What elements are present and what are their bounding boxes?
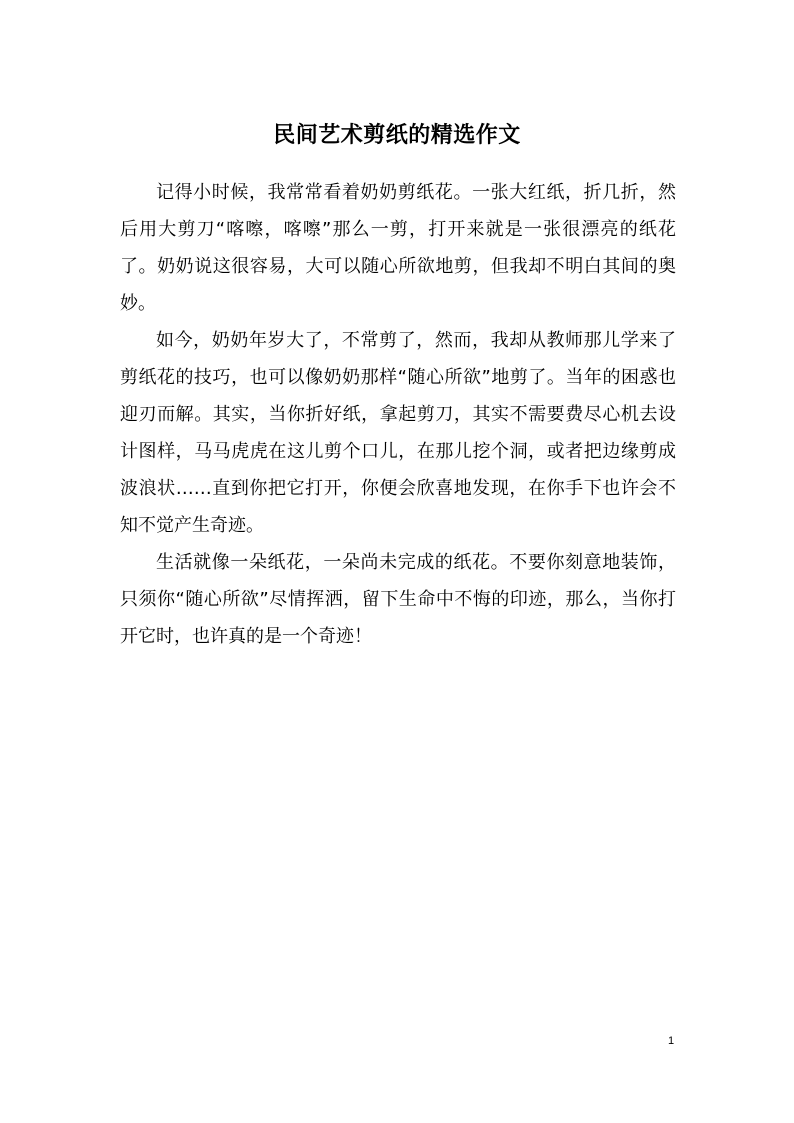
document-title: 民间艺术剪纸的精选作文 <box>273 122 521 148</box>
paragraph-3: 生活就像一朵纸花，一朵尚未完成的纸花。不要你刻意地装饰，只须你“随心所欲”尽情挥洒，留下生命中不悔的印迹，那么，当你打开它时，也许真的是一个奇迹！ <box>120 552 676 647</box>
document-body <box>120 174 676 655</box>
page-number: 1 <box>667 1035 675 1047</box>
paragraph-1: 记得小时候，我常常看着奶奶剪纸花。一张大红纸，折几折，然后用大剪刀“喀嚓，喀嚓”那么一剪，打开来就是一张很漂亮的纸花了。奶奶说这很容易，大可以随心所欲地剪，但我却不明白其间的奥妙。 <box>120 182 676 314</box>
paragraph-2: 如今，奶奶年岁大了，不常剪了，然而，我却从教师那儿学来了剪纸花的技巧，也可以像奶奶那样“随心所欲”地剪了。当年的困惑也迎刃而解。其实，当你折好纸，拿起剪刀，其实不需要费尽心机去设计图样，马马虎虎在这儿剪个口儿，在那儿挖个洞，或者把边缘剪成波浪状……直到你把它打开，你便会欣喜地发现，在你手下也许会不知不觉产生奇迹。 <box>120 330 676 536</box>
